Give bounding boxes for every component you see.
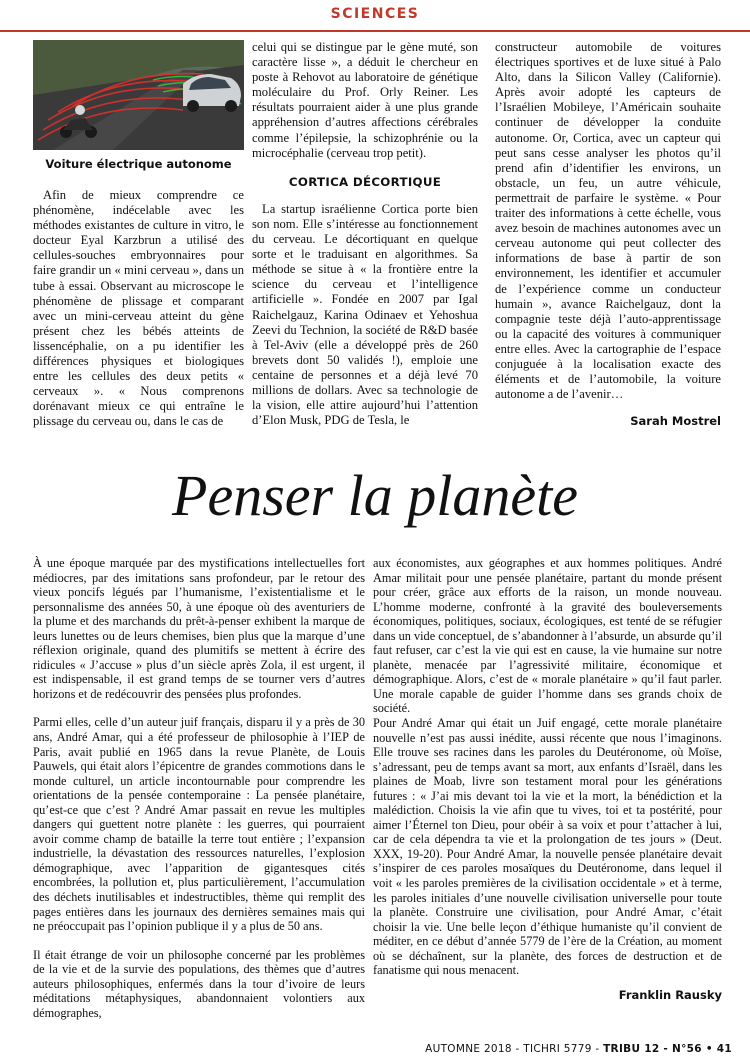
article1-column1 <box>33 188 244 430</box>
article1-author: Sarah Mostrel <box>630 414 721 429</box>
article2-left-paragraph-1: À une époque marquée par des mystifications intellectuelles fort médiocres, par des imitations sans profondeur, par le retour des vieux poncifs légués par l’humanisme, l’existentialisme et le personnalisme des années 50, à une époque où des aventuriers de la plume et des marchands du prêt-à-penser exhibent la marque de leurs lunettes ou de leurs chemises, bien plus que la marque d’une réflexion originale, quand des plumitifs se mettent à écrire des ridicules « J’accuse » plus d’un siècle après Zola, il est urgent, il est indispensable, il est grand temps de se tourner vers d’autres horizons et de redécouvrir des pensées plus profondes. <box>33 556 365 701</box>
article1-col1-text: Afin de mieux comprendre ce phénomène, indécelable avec les méthodes existantes de culture in vitro, le docteur Eyal Karzbrun a utilisé des cellules-souches embryonnaires pour faire grandir un « mini cerveau », dans un tube à essai. Observant au microscope le phénomène de plissage et comparant avec un mini-cerveau atteint du gène présent chez les bébés atteints de lissencéphalie, on a pu identifier les différences physiques et biologiques entre les cellules des deux petits « cerveaux ». « Nous comprenons dorénavant mieux ce qui entraîne le plissage du cerveau ou, dans le cas de <box>33 188 244 429</box>
article2-left-column <box>33 556 365 1020</box>
footer-magazine: TRIBU 12 - N°56 • 41 <box>603 1043 732 1055</box>
article1-column3 <box>495 40 721 429</box>
article2-left-paragraph-3: Il était étrange de voir un philosophe concerné par les problèmes de la vie et de la survie des populations, des thèmes que d’autres auteurs philosophiques, enfermés dans la tour d’ivoire de leurs méditations métaphysiques, abandonnaient volontiers aux démographes, <box>33 947 365 1020</box>
article2-right-column <box>373 556 722 1002</box>
article1-col2-bottom-text: La startup israélienne Cortica porte bien son nom. Elle s’intéresse au fonctionnement du cerveau. Le décortiquant en quelque sorte et le traduisant en algorithmes. Sa méthode se situe à « la frontière entre la science du cerveau et l’intelligence artificielle ». Fondée en 2007 par Igal Raichelgauz, Karina Odinaev et Yehoshua Zeevi du Technion, la société de R&D basée à Tel-Aviv (elle a développé près de 260 brevets dont 50 validés !), emploie une centaine de personnes et a déjà levé 70 millions de dollars. Avec sa technologie de la vision, elle attire aujourd’hui l’attention d’Elon Musk, PDG de Tesla, le <box>252 201 478 428</box>
article1-column2 <box>252 40 478 428</box>
article2-author: Franklin Rausky <box>618 987 722 1002</box>
article1-subheading: CORTICA DÉCORTIQUE <box>288 174 442 189</box>
article2-left-paragraph-2: Parmi elles, celle d’un auteur juif français, disparu il y a près de 30 ans, André Amar, qui a été professeur de philosophie à l’IEP de Paris, avait publié en 1965 dans la revue Planète, de Louis Pauwels, qui était alors l’épicentre de grandes commotions dans le monde culturel, un article incontournable pour comprendre les orientations de la pensée contemporaine : La pensée planétaire, qu’est-ce que c’est ? André Amar passait en revue les multiples dangers qui guettent notre planète : les guerres, qui pourraient avoir comme champ de bataille la terre tout entière ; l’expansion industrielle, la dévastation des ressources naturelles, l’explosion démographique, avec l’apparition de gigantesques cités encombrées, la pollution et, plus particulièrement, l’accumulation des déchets inutilisables et indestructibles, thème qui remplit des pages entières dans les journaux des dernières semaines mais qui ne préoccupait pas l’opinion publique il y a plus de 50 ans. <box>33 715 365 934</box>
footer-issue: AUTOMNE 2018 - TICHRI 5779 - <box>425 1043 604 1055</box>
car-photo <box>33 40 244 150</box>
article1-col2-top-text: celui qui se distingue par le gène muté, son caractère lisse », a déduit le chercheur en poste à Rehovot au laboratoire de génétique moléculaire du Prof. Orly Reiner. Les résultats pourraient aider à une plus grande appréhension d’autres affections cérébrales comme l’épilepsie, la schizophrénie ou la microcéphalie (cerveau trop petit). <box>252 40 478 160</box>
section-heading: SCIENCES <box>330 6 420 22</box>
article2-title: Penser la planète <box>172 463 578 528</box>
header-rule <box>0 30 750 32</box>
photo-caption: Voiture électrique autonome <box>45 157 232 171</box>
car-illustration <box>33 40 244 150</box>
page-footer <box>425 1043 732 1055</box>
article2-right-paragraph-1: aux économistes, aux géographes et aux hommes politiques. André Amar militait pour une pensée planétaire, partant du monde présent pour créer, grâce aux efforts de la raison, un monde nouveau. L’homme moderne, confronté à la gravité des bouleversements économiques, politiques, sociaux, écologiques, est tenté de se réfugier dans un vide conceptuel, de s’abandonner à l’absurde, un absurde qu’il faut refuser, car c’est la vie qui est en cause, la vie humaine sur notre planète, menacée par l’agressivité militaire, économique et démographique. Alors, c’est de « morale planétaire » qu’il faut parler. Une morale capable de guider l’homme dans ses grands choix de société. <box>373 556 722 716</box>
article1-col3-text: constructeur automobile de voitures électriques sportives et de luxe situé à Palo Alto, dans la Silicon Valley (Californie). Après avoir adopté les capteurs de l’Israélien Mobileye, l’Américain souhaite continuer de développer la conduite autonome. Or, Cortica, avec un capteur qui peut sans cesse analyser les photos qu’il prend afin d’identifier les environs, un obstacle, un feu, un autre véhicule, permettrait de parfaire le système. « Pour traiter des informations à cette échelle, vous avez besoin de machines autonomes avec un cerveau autonome qui peut collecter des informations de base à partir de son environnement, les identifier et accumuler de l’expérience comme un conducteur humain », avance Raichelgauz, dont la compagnie teste déjà l’auto-apprentissage ou la capacité des voitures à communiquer entre elles. Avec la cartographie de l’espace conjuguée à la localisation exacte des éléments et de l’automobile, la voiture autonome a de l’avenir… <box>495 40 721 402</box>
article2-right-paragraph-2: Pour André Amar qui était un Juif engagé, cette morale planétaire nouvelle n’est pas aussi inédite, aussi récente que nous l’imaginons. Elle trouve ses racines dans les paroles du Deutéronome, où Moïse, s’adressant, peu de temps avant sa mort, aux enfants d’Israël, dans les plaines de Moab, livre son testament moral pour les générations futures : « J’ai mis devant toi la vie et la mort, la bénédiction et la malédiction. Choisis la vie afin que tu vives, toi et ta postérité, pour aimer l’Éternel ton Dieu, pour obéir à sa voix et pour t’attacher à lui, car de cela dépendra ta vie et la prolongation de tes jours » (Deut. XXX, 19-20). Pour André Amar, la nouvelle pensée planétaire devait s’inspirer de ces paroles mosaïques du Deutéronome, dans lequel il voit « les paroles premières de la civilisation occidentale » et à terme, les paroles initiales d’une nouvelle civilisation universelle pour toute la planète. Construire une civilisation, pour André Amar, c’était choisir la vie. Une belle leçon d’éthique humaniste qu’il convient de méditer, en ce début d’année 5779 de l’ère de la Création, au moment où se déchaînent, sur la planète, des forces de destruction et de fanatisme qui nous menacent. <box>373 716 722 978</box>
